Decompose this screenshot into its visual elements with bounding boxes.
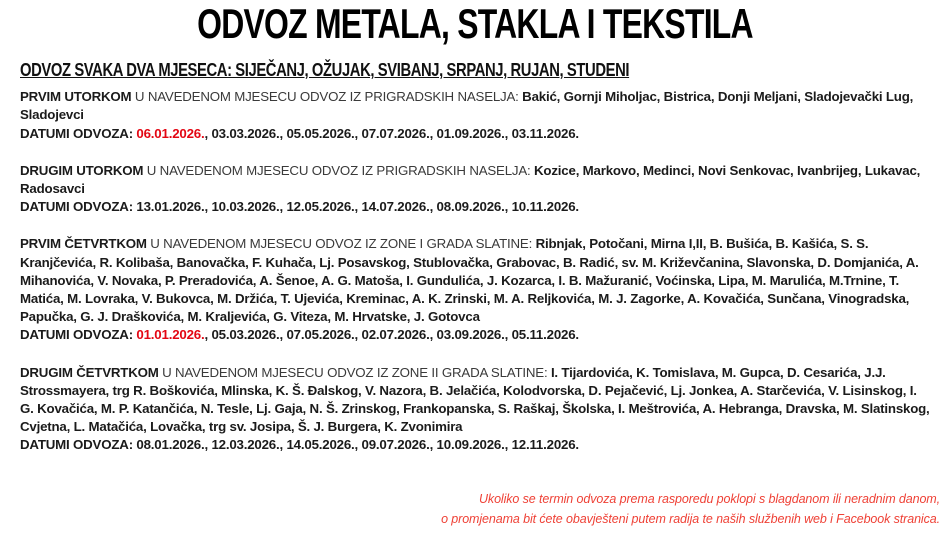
section-text — [20, 162, 930, 198]
dates-list: , 03.03.2026., 05.05.2026., 07.07.2026., 01.09.2026., 03.11.2026. — [204, 125, 579, 141]
dates-line — [20, 436, 930, 454]
day-label: DRUGIM ČETVRTKOM — [20, 364, 159, 380]
dates-label: DATUMI ODVOZA: — [20, 327, 133, 343]
footer-holiday-note — [441, 490, 940, 529]
dates-list: , 05.03.2026., 07.05.2026., 02.07.2026., 03.09.2026., 05.11.2026. — [204, 327, 579, 343]
schedule-section-second-tuesday — [20, 162, 930, 217]
schedule-section-first-thursday — [20, 235, 930, 344]
section-description: U NAVEDENOM MJESECU ODVOZ IZ PRIGRADSKIH NASELJA: — [134, 89, 519, 105]
dates-line — [20, 125, 930, 143]
schedule-frequency-heading: ODVOZ SVAKA DVA MJESECA: SIJEČANJ, OŽUJAK, SVIBANJ, SRPANJ, RUJAN, STUDENI — [20, 59, 630, 81]
footer-note-line-2: o promjenama bit ćete obavješteni putem radija te naših službenih web i Facebook stranica. — [441, 511, 940, 526]
day-label: DRUGIM UTORKOM — [20, 162, 144, 178]
dates-label: DATUMI ODVOZA: — [20, 437, 133, 453]
dates-list: , 10.03.2026., 12.05.2026., 14.07.2026., 08.09.2026., 10.11.2026. — [204, 199, 579, 215]
section-description: U NAVEDENOM MJESECU ODVOZ IZ PRIGRADSKIH NASELJA: — [146, 162, 531, 178]
section-description: U NAVEDENOM MJESECU ODVOZ IZ ZONE II GRADA SLATINE: — [162, 364, 548, 380]
dates-label: DATUMI ODVOZA: — [20, 199, 133, 215]
footer-note-line-1: Ukoliko se termin odvoza prema rasporedu poklopi s blagdanom ili neradnim danom, — [479, 492, 940, 507]
places-list: I. Tijardovića, K. Tomislava, M. Gupca, D. Cesarića, J.J. Strossmayera, trg R. Boškovića, Mlinska, K. Š. Đalskog, V. Nazora, B. Jelačića, Kolodvorska, D. Pejačević, Lj. Jonkea, A. Starčevića, V. Lisinskog, I. G. Kovačića, M. P. Katančića, N. Tesle, Lj. Gaja, N. Š. Zrinskog, Frankopanska, S. Raškaj, Školska, I. Meštrovića, A. Hebranga, Dravska, M. Slatinskog, Cvjetna, L. Matačića, Lovačka, trg sv. Josipa, Š. J. Burgera, K. Zvonimira — [20, 364, 930, 435]
first-date-highlighted: 01.01.2026. — [136, 327, 205, 343]
schedule-section-first-tuesday — [20, 88, 930, 143]
day-label: PRVIM UTORKOM — [20, 89, 132, 105]
section-text — [20, 364, 930, 437]
dates-line — [20, 198, 930, 216]
first-date: 13.01.2026. — [136, 199, 205, 215]
dates-label: DATUMI ODVOZA: — [20, 125, 133, 141]
section-text — [20, 88, 930, 124]
section-text — [20, 235, 930, 326]
first-date: 08.01.2026. — [136, 437, 205, 453]
day-label: PRVIM ČETVRTKOM — [20, 236, 147, 252]
places-list: Kozice, Markovo, Medinci, Novi Senkovac, Ivanbrijeg, Lukavac, Radosavci — [20, 162, 921, 196]
schedule-section-second-thursday — [20, 364, 930, 455]
dates-line — [20, 326, 930, 344]
places-list: Bakić, Gornji Miholjac, Bistrica, Donji Meljani, Sladojevački Lug, Sladojevci — [20, 89, 914, 123]
first-date-highlighted: 06.01.2026. — [136, 125, 205, 141]
dates-list: , 12.03.2026., 14.05.2026., 09.07.2026., 10.09.2026., 12.11.2026. — [204, 437, 579, 453]
page-title: ODVOZ METALA, STAKLA I TEKSTILA — [197, 0, 753, 47]
places-list: Ribnjak, Potočani, Mirna I,II, B. Bušića, B. Kašića, S. S. Kranjčevića, R. Kolibaša, Banovačka, F. Kuhača, Lj. Posavskog, Stublovačka, Grabovac, B. Radić, sv. M. Križevčanina, Slavonska, D. Domjanića, A. Mihanovića, V. Novaka, P. Preradovića, A. Šenoe, A. G. Matoša, I. Gundulića, J. Kozarca, I. B. Mažuranić, Voćinska, Lipa, M. Marulića, M.Trnine, T. Matića, M. Lovraka, V. Bukovca, M. Držića, T. Ujevića, Kreminac, A. K. Zrinski, M. A. Reljkovića, M. J. Zagorke, A. Kovačića, Sunčana, Vinogradska, Papučka, G. J. Draškovića, M. Kraljevića, G. Viteza, M. Hrvatske, J. Gotovca — [20, 236, 919, 325]
section-description: U NAVEDENOM MJESECU ODVOZ IZ ZONE I GRADA SLATINE: — [150, 236, 533, 252]
